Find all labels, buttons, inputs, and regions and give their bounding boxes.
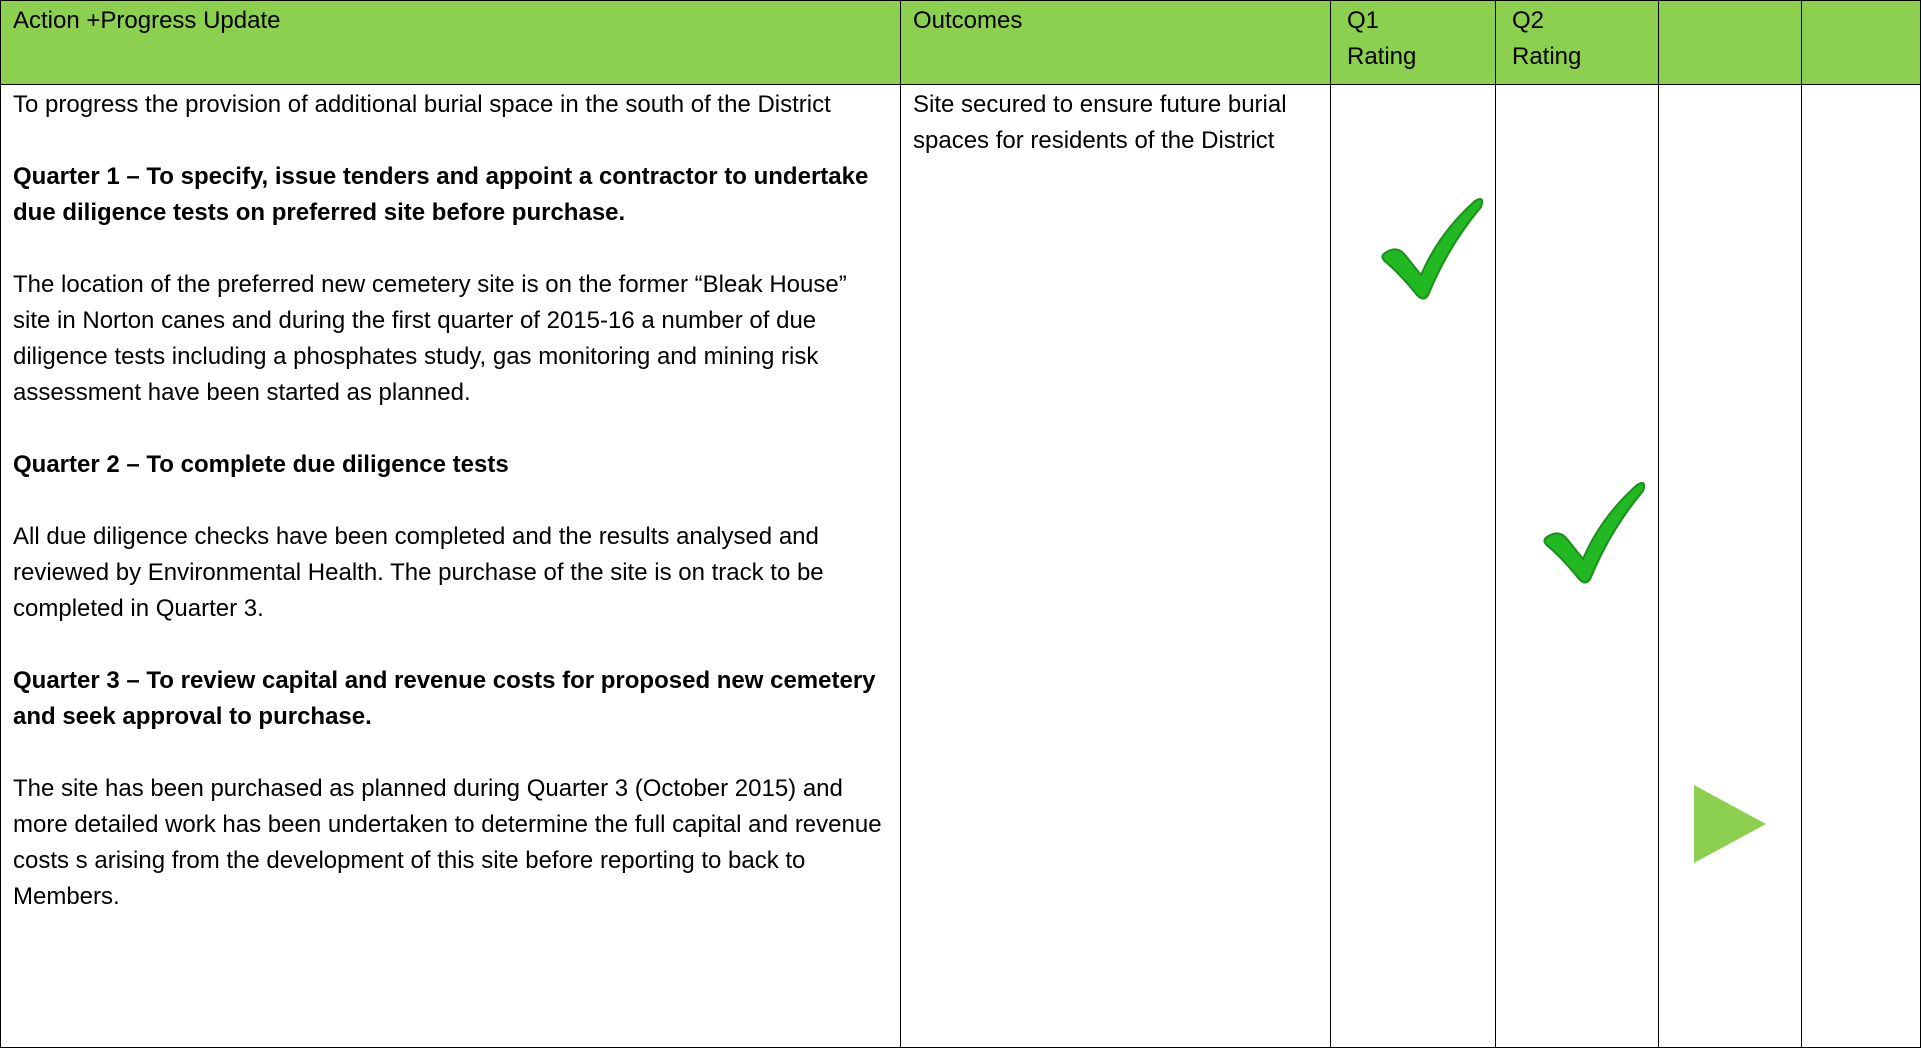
quarter3-heading: Quarter 3 – To review capital and revenue costs for proposed new cemetery and seek approval to purchase. bbox=[13, 667, 876, 730]
header-q2-rating bbox=[1496, 1, 1659, 85]
quarter1-heading: Quarter 1 – To specify, issue tenders and appoint a contractor to undertake due diligence tests on preferred site before purchase. bbox=[13, 163, 869, 226]
header-q1-rating bbox=[1331, 1, 1496, 85]
q1-rating-cell bbox=[1331, 85, 1496, 1048]
q2-rating-cell bbox=[1496, 85, 1659, 1048]
header-action-label: Action +Progress Update bbox=[13, 7, 281, 34]
q4-rating-cell bbox=[1802, 85, 1921, 1048]
header-q4-rating bbox=[1802, 1, 1921, 85]
table-row bbox=[1, 85, 1921, 1048]
header-row bbox=[1, 1, 1921, 85]
green-tick-icon bbox=[1541, 477, 1651, 587]
q3-rating-cell bbox=[1659, 85, 1802, 1048]
outcome-text: Site secured to ensure future burial spaces for residents of the District bbox=[913, 91, 1287, 154]
quarter1-text: The location of the preferred new cemetery site is on the former “Bleak House” site in Norton canes and during the first quarter of 2015-16 a number of due diligence tests including a phosphates study, gas monitoring and mining risk assessment have been started as planned. bbox=[13, 271, 847, 406]
header-outcomes bbox=[901, 1, 1331, 85]
header-q4-label bbox=[1802, 1, 1920, 3]
header-q2-label: Q2 bbox=[1512, 7, 1545, 34]
action-cell bbox=[1, 85, 901, 1048]
header-q1-sublabel: Rating bbox=[1347, 43, 1417, 70]
quarter3-text: The site has been purchased as planned during Quarter 3 (October 2015) and more detailed work has been undertaken to determine the full capital and revenue costs s arising from the development of this site before reporting to back to Members. bbox=[13, 775, 882, 910]
header-outcomes-label: Outcomes bbox=[913, 7, 1023, 34]
outcome-cell bbox=[901, 85, 1331, 1048]
green-triangle-icon bbox=[1694, 785, 1766, 863]
quarter2-text: All due diligence checks have been completed and the results analysed and reviewed by Environmental Health. The purchase of the site is on track to be completed in Quarter 3. bbox=[13, 523, 824, 622]
quarter2-heading: Quarter 2 – To complete due diligence tests bbox=[13, 451, 509, 478]
green-tick-icon bbox=[1379, 193, 1489, 303]
header-q3-rating bbox=[1659, 1, 1802, 85]
header-action bbox=[1, 1, 901, 85]
action-intro: To progress the provision of additional burial space in the south of the District bbox=[13, 91, 831, 118]
header-q3-label bbox=[1659, 1, 1801, 3]
header-q2-sublabel: Rating bbox=[1512, 43, 1582, 70]
header-q1-label: Q1 bbox=[1347, 7, 1380, 34]
